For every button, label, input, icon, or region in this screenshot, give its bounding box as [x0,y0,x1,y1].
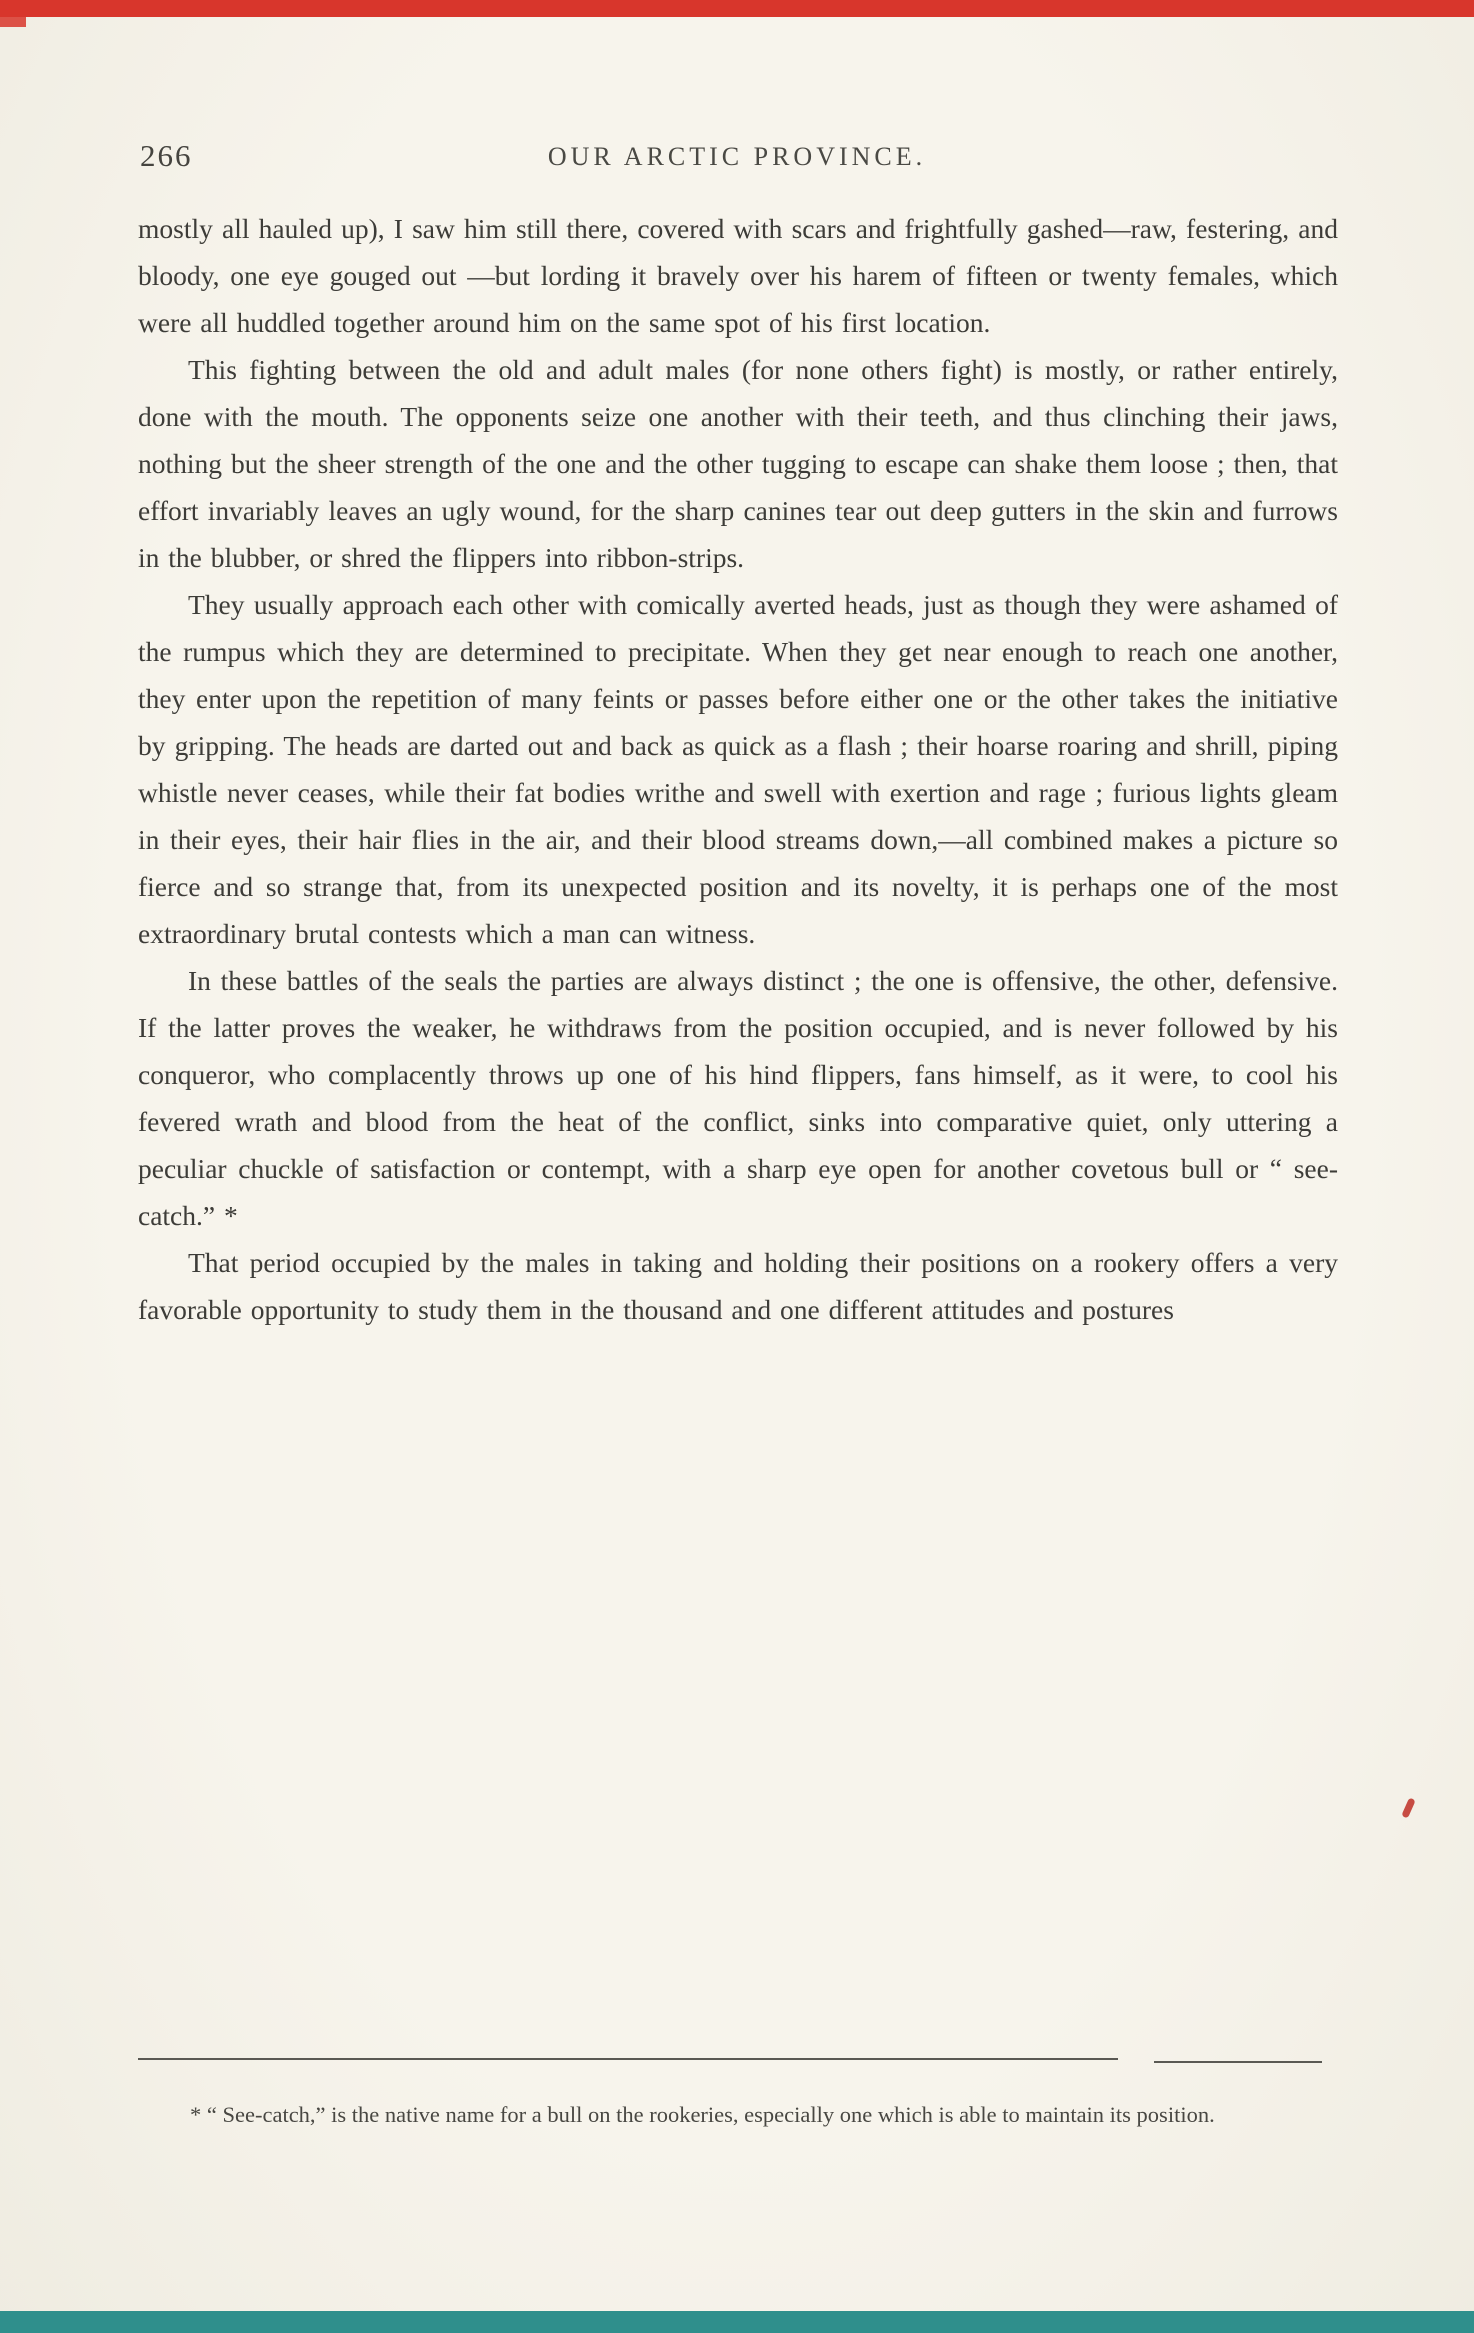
body-text-block [138,205,1338,1333]
footnote-separator [138,2058,1338,2061]
bottom-edge-color-strip [0,2311,1474,2333]
paragraph-4: In these battles of the seals the parties are always distinct ; the one is offensive, the other, defensive. If the latter proves the weaker, he withdraws from the position occupied, and is never followed by his conqueror, who complacently throws up one of his hind flippers, fans himself, as it were, to cool his fevered wrath and blood from the heat of the conflict, sinks into comparative quiet, only uttering a peculiar chuckle of satisfaction or contempt, with a sharp eye open for another covetous bull or “ see-catch.” * [138,965,1338,1231]
footnote-rule-short [1154,2061,1322,2063]
paragraph-5: That period occupied by the males in taking and holding their positions on a rookery offers a very favorable opportunity to study them in the thousand and one different attitudes and postures [138,1247,1338,1325]
page-number: 266 [140,138,193,173]
footnote-text: * “ See-catch,” is the native name for a bull on the rookeries, especially one which is able to maintain its position. [190,2102,1215,2127]
paragraph-1: mostly all hauled up), I saw him still there, covered with scars and frightfully gashed—raw, festering, and bloody, one eye gouged out —but lording it bravely over his harem of fifteen or twenty females, which were all huddled together around him on the same spot of his first location. [138,213,1338,338]
footnote [138,2095,1338,2135]
footnote-rule-long [138,2058,1118,2060]
running-title: OUR ARCTIC PROVINCE. [547,142,927,171]
red-ink-fleck [1401,1797,1416,1818]
paragraph-2: This fighting between the old and adult males (for none others fight) is mostly, or rather entirely, done with the mouth. The opponents seize one another with their teeth, and thus clinching their jaws, nothing but the sheer strength of the one and the other tugging to escape can shake them loose ; then, that effort invariably leaves an ugly wound, for the sharp canines tear out deep gutters in the skin and furrows in the blubber, or shred the flippers into ribbon-strips. [138,354,1338,573]
paragraph-3: They usually approach each other with comically averted heads, just as though they were ashamed of the rumpus which they are determined to precipitate. When they get near enough to reach one another, they enter upon the repetition of many feints or passes before either one or the other takes the initiative by gripping. The heads are darted out and back as quick as a flash ; their hoarse roaring and shrill, piping whistle never ceases, while their fat bodies writhe and swell with exertion and rage ; furious lights gleam in their eyes, their hair flies in the air, and their blood streams down,—all combined makes a picture so fierce and so strange that, from its unexpected position and its novelty, it is perhaps one of the most extraordinary brutal contests which a man can witness. [138,589,1338,949]
top-edge-color-strip [0,0,1474,17]
page-header [140,138,1334,178]
